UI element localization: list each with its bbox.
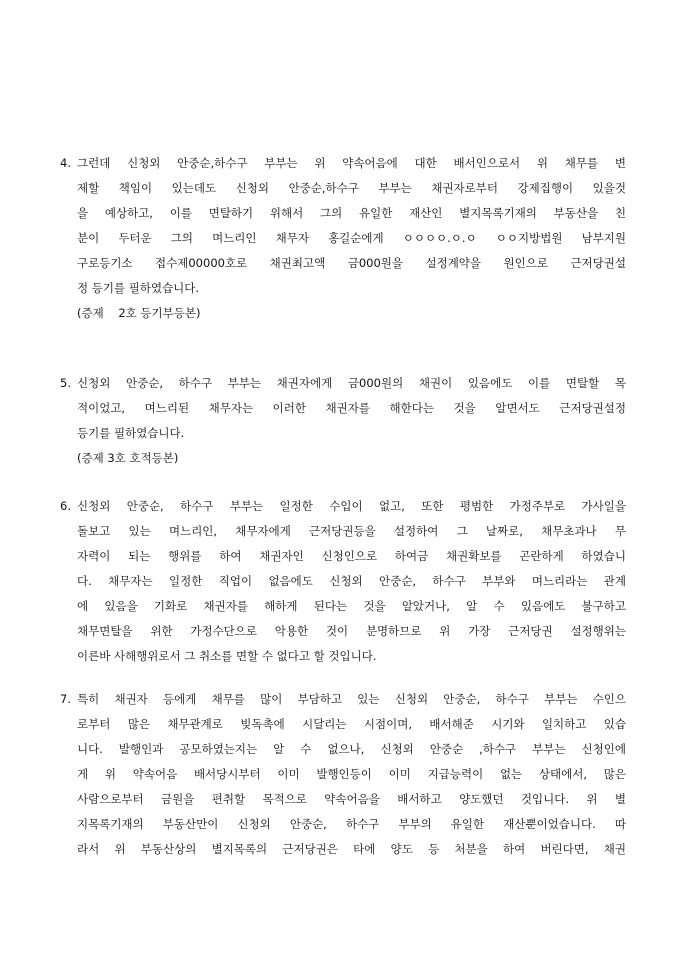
paragraph-line: 분이 두터운 그의 며느리인 채무자 홍길순에게 ㅇㅇㅇㅇ.ㅇ.ㅇ ㅇㅇ지방법원 남부지원 bbox=[77, 231, 626, 245]
paragraph-number: 5. bbox=[60, 376, 71, 390]
paragraph-5 bbox=[60, 371, 626, 471]
paragraph-line: 구로등기소 접수제00000호로 채권최고액 금000원을 설정계약을 원인으로 근저당권설 bbox=[77, 256, 626, 270]
paragraph-7 bbox=[60, 687, 626, 862]
paragraph-line: 라서 위 부동산상의 별지목록의 근저당권은 타에 양도 등 처분을 하여 버린다면, 채권 bbox=[77, 842, 626, 856]
paragraph-line: 니다. 발행인과 공모하였는지는 알 수 없으나, 신청외 안중순 ,하수구 부부는 신청인에 bbox=[77, 742, 626, 756]
paragraph-line: 게 위 약속어음 배서당시부터 이미 발행인등이 이미 지급능력이 없는 상태에서, 많은 bbox=[77, 767, 626, 781]
paragraph-line: 신청외 안중순, 하수구 부부는 일정한 수입이 없고, 또한 평범한 가정주부로 가사일을 bbox=[77, 499, 626, 513]
paragraph-6 bbox=[60, 494, 626, 669]
paragraph-number: 6. bbox=[60, 499, 71, 513]
paragraph-line: 정 등기를 필하였습니다. bbox=[77, 281, 200, 295]
paragraph-line: 특히 채권자 등에게 채무를 많이 부담하고 있는 신청외 안중순, 하수구 부부는 수인으 bbox=[77, 692, 626, 706]
paragraph-line: 로부터 많은 채무관계로 빚독촉에 시달리는 시점이며, 배서해준 시기와 일치하고 있습 bbox=[77, 717, 626, 731]
evidence-reference: (증제 3호 호적등본) bbox=[77, 451, 179, 465]
paragraph-line: 자력이 되는 행위를 하여 채권자인 신청인으로 하여금 채권확보를 곤란하게 하였습니 bbox=[77, 549, 626, 563]
evidence-reference: (증제 2호 등기부등본) bbox=[77, 306, 201, 320]
paragraph-line: 사람으로부터 금원을 편취할 목적으로 약속어음을 배서하고 양도했던 것입니다. 위 별 bbox=[77, 792, 626, 806]
paragraph-line: 그런데 신청외 안중순,하수구 부부는 위 약속어음에 대한 배서인으로서 위 채무를 변 bbox=[77, 156, 626, 170]
paragraph-4 bbox=[60, 151, 626, 326]
paragraph-line: 채무면탈을 위한 가정수단으로 악용한 것이 분명하므로 위 가장 근저당권 설정행위는 bbox=[77, 624, 626, 638]
paragraph-line: 돌보고 있는 며느리인, 채무자에게 근저당권등을 설정하여 그 날짜로, 채무초과나 무 bbox=[77, 524, 626, 538]
paragraph-line: 다. 채무자는 일정한 직업이 없음에도 신청외 안중순, 하수구 부부와 며느리라는 관계 bbox=[77, 574, 626, 588]
paragraph-line: 지목록기재의 부동산만이 신청외 안중순, 하수구 부부의 유일한 재산뿐이었습니다. 따 bbox=[77, 817, 626, 831]
paragraph-line: 등기를 필하였습니다. bbox=[77, 426, 185, 440]
paragraph-line: 이른바 사해행위로서 그 취소를 면할 수 없다고 할 것입니다. bbox=[77, 649, 377, 663]
paragraph-number: 7. bbox=[60, 692, 71, 706]
paragraph-line: 에 있음을 기화로 채권자를 해하게 된다는 것을 알았거나, 알 수 있음에도 불구하고 bbox=[77, 599, 626, 613]
paragraph-line: 적이었고, 며느리된 채무자는 이러한 채권자를 해한다는 것을 알면서도 근저당권설정 bbox=[77, 401, 626, 415]
paragraph-line: 제할 책임이 있는데도 신청외 안중순,하수구 부부는 채권자로부터 강제집행이 있을것 bbox=[77, 181, 626, 195]
paragraph-line: 신청외 안중순, 하수구 부부는 채권자에게 금000원의 채권이 있음에도 이를 면탈할 목 bbox=[77, 376, 626, 390]
paragraph-number: 4. bbox=[60, 156, 71, 170]
paragraph-line: 을 예상하고, 이를 면탈하기 위해서 그의 유일한 재산인 별지목록기재의 부동산을 친 bbox=[77, 206, 626, 220]
